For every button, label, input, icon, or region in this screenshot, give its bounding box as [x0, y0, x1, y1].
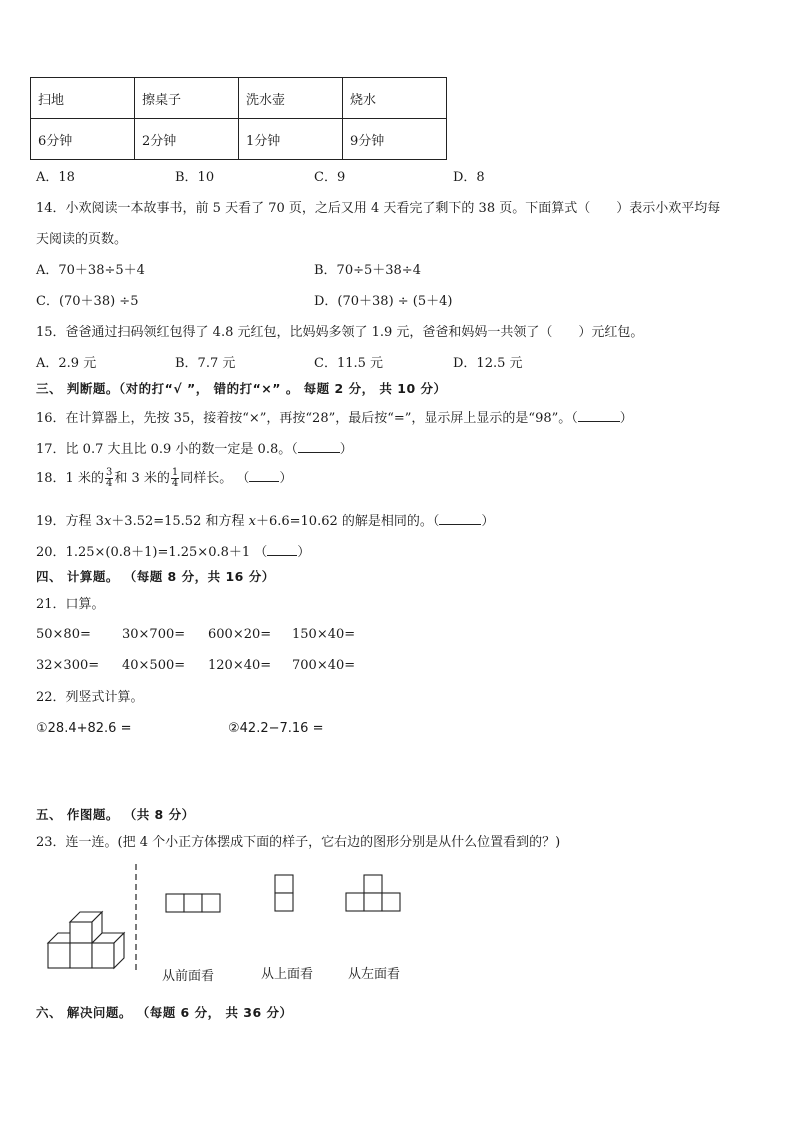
q21-item: 40×500= [122, 658, 186, 673]
front-view-shape[interactable] [165, 893, 223, 913]
q13-option-b[interactable]: B．10 [175, 170, 215, 185]
table-cell: 2分钟 [135, 119, 239, 160]
q21-item: 600×20= [208, 627, 272, 642]
section-3-heading: 三、 判断题。（对的打“√ ”， 错的打“×” 。 每题 2 分， 共 10 分） [36, 381, 447, 396]
q15-text: 15．爸爸通过扫码领红包得了 4.8 元红包，比妈妈多领了 1.9 元，爸爸和妈妈一共领了（ ）元红包。 [36, 325, 644, 340]
q15-option-c[interactable]: C．11.5 元 [314, 356, 384, 371]
fraction-three-quarters [105, 468, 113, 489]
table-cell: 洗水壶 [239, 78, 343, 119]
q19-suffix: ＋6.6=10.62 的解是相同的。（ [255, 514, 440, 529]
q18-row [36, 468, 292, 489]
table-cell: 扫地 [31, 78, 135, 119]
table-cell: 擦桌子 [135, 78, 239, 119]
q14-text-line2: 天阅读的页数。 [36, 232, 128, 247]
fraction-denominator: 4 [171, 478, 179, 489]
q14-option-d[interactable]: D．(70＋38) ÷ (5＋4) [314, 294, 453, 309]
q16-text: 16．在计算器上，先按 35，接着按“×”，再按“28”，最后按“=”，显示屏上显示的是“98”。（ [36, 411, 578, 426]
q14-option-a[interactable]: A．70＋38÷5＋4 [36, 263, 145, 278]
q19-prefix: 19．方程 3 [36, 514, 104, 529]
variable-x: x [248, 514, 256, 529]
table-cell: 烧水 [343, 78, 447, 119]
q17-answer-blank[interactable] [298, 441, 340, 453]
q16-answer-blank[interactable] [578, 410, 620, 422]
q14-option-c[interactable]: C．(70＋38) ÷5 [36, 294, 139, 309]
close-paren: ） [339, 442, 353, 457]
q18-answer-blank[interactable] [249, 470, 279, 482]
q16-row [36, 410, 633, 425]
q20-row [36, 544, 310, 559]
q19-middle: ＋3.52=15.52 和方程 [111, 514, 245, 529]
close-paren: ） [297, 545, 311, 560]
close-paren: ） [279, 471, 293, 486]
q18-middle: 和 3 米的 [114, 471, 170, 486]
q23-text: 23．连一连。(把 4 个小正方体摆成下面的样子，它右边的图形分别是从什么位置看到的？) [36, 835, 561, 850]
q19-row [36, 513, 494, 528]
fraction-numerator: 3 [105, 467, 113, 478]
fraction-numerator: 1 [171, 467, 179, 478]
section-4-heading: 四、 计算题。 （每题 8 分，共 16 分） [36, 569, 275, 584]
q22-item-2: ②42.2−7.16 = [228, 721, 324, 736]
table-value-row [31, 119, 447, 160]
q14-option-b[interactable]: B．70÷5＋38÷4 [314, 263, 421, 278]
close-paren: ） [481, 514, 495, 529]
q21-item: 150×40= [292, 627, 356, 642]
q21-item: 700×40= [292, 658, 356, 673]
stacked-cubes-figure [40, 905, 130, 975]
view-label-left[interactable]: 从左面看 [348, 967, 401, 982]
q21-item: 30×700= [122, 627, 186, 642]
variable-x: x [103, 514, 112, 529]
q15-option-b[interactable]: B．7.7 元 [175, 356, 236, 371]
q15-option-a[interactable]: A．2.9 元 [36, 356, 97, 371]
section-5-heading: 五、 作图题。 （共 8 分） [36, 807, 195, 822]
fraction-one-quarter [171, 468, 179, 489]
q22-title: 22．列竖式计算。 [36, 690, 144, 705]
q21-item: 50×80= [36, 627, 91, 642]
q21-title: 21．口算。 [36, 597, 105, 612]
q18-suffix: 同样长。 （ [180, 471, 250, 486]
q15-option-d[interactable]: D．12.5 元 [453, 356, 523, 371]
q14-text-line1: 14．小欢阅读一本故事书，前 5 天看了 70 页，之后又用 4 天看完了剩下的 38 页。下面算式（ ）表示小欢平均每 [36, 201, 721, 216]
q17-row [36, 441, 353, 456]
q21-item: 32×300= [36, 658, 100, 673]
q22-item-1: ①28.4+82.6 = [36, 721, 132, 736]
q13-option-a[interactable]: A．18 [36, 170, 75, 185]
view-label-front[interactable]: 从前面看 [162, 969, 215, 984]
view-label-top[interactable]: 从上面看 [261, 967, 314, 982]
q17-text: 17．比 0.7 大且比 0.9 小的数一定是 0.8。（ [36, 442, 298, 457]
fraction-denominator: 4 [105, 478, 113, 489]
q21-item: 120×40= [208, 658, 272, 673]
time-table [30, 77, 447, 160]
left-view-shape[interactable] [345, 874, 405, 914]
q19-answer-blank[interactable] [439, 513, 481, 525]
section-6-heading: 六、 解决问题。 （每题 6 分， 共 36 分） [36, 1005, 293, 1020]
table-cell: 9分钟 [343, 119, 447, 160]
q18-prefix: 18．1 米的 [36, 471, 104, 486]
close-paren: ） [619, 411, 633, 426]
table-cell: 1分钟 [239, 119, 343, 160]
dashed-divider [133, 864, 139, 974]
q20-answer-blank[interactable] [267, 544, 297, 556]
q13-option-c[interactable]: C．9 [314, 170, 346, 185]
q13-option-d[interactable]: D．8 [453, 170, 485, 185]
table-cell: 6分钟 [31, 119, 135, 160]
top-view-shape[interactable] [274, 874, 296, 914]
table-header-row [31, 78, 447, 119]
q20-text: 20．1.25×(0.8＋1)=1.25×0.8＋1 （ [36, 545, 268, 560]
